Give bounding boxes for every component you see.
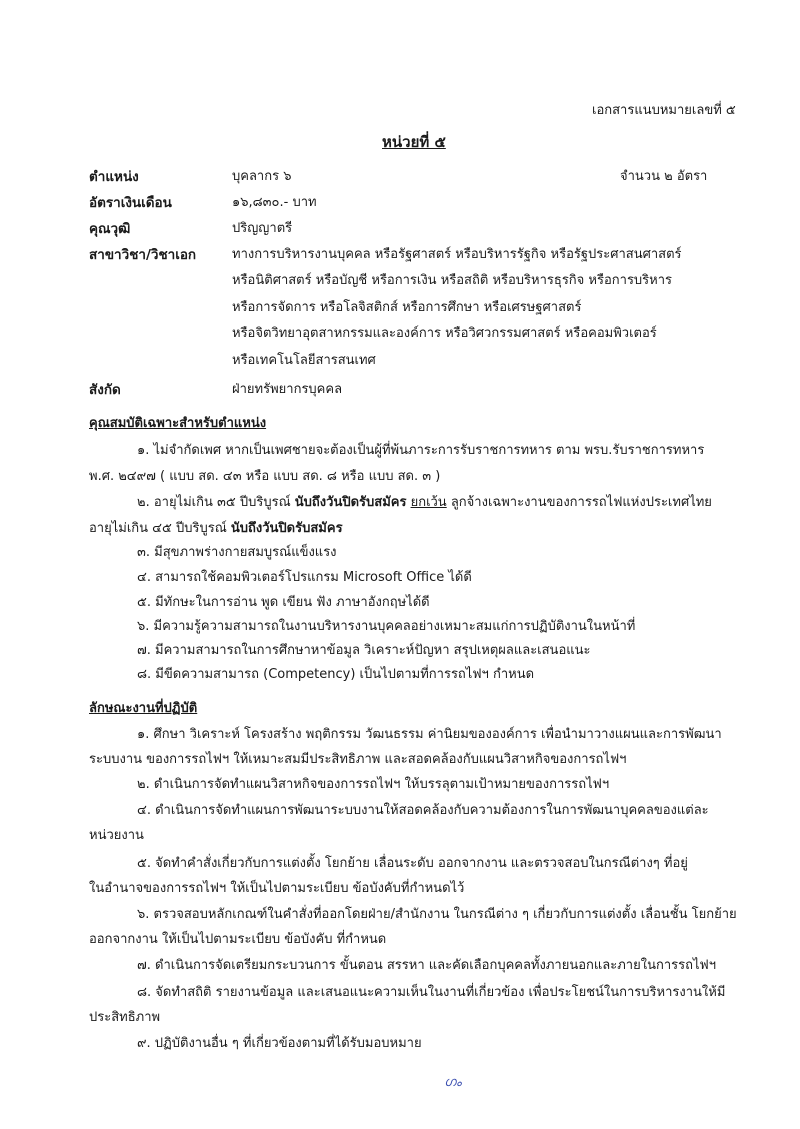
qualification-item: ๑. ไม่จำกัดเพศ หากเป็นเพศชายจะต้องเป็นผู้ที่พ้นภาระการรับราชการทหาร ตาม พรบ.รับราชการทหาร [137, 443, 705, 458]
qualification-label: คุณวุฒิ [89, 221, 131, 237]
qualification-item [137, 495, 712, 511]
qualification-item: ๓. มีสุขภาพร่างกายสมบูรณ์แข็งแรง [137, 545, 337, 560]
major-line: หรือเทคโนโลยีสารสนเทศ [232, 353, 376, 368]
duty-item-cont: ในอำนาจของการรถไฟฯ ให้เป็นไปตามระเบียบ ข้อบังคับที่กำหนดไว้ [89, 881, 465, 896]
item-emphasis: นับถึงวันปิดรับสมัคร [294, 495, 407, 510]
position-value: บุคลากร ๖ [232, 169, 292, 184]
duty-item: ๒. ดำเนินการจัดทำแผนวิสาหกิจของการรถไฟฯ ให้บรรลุตามเป้าหมายของการรถไฟฯ [137, 777, 610, 792]
qualification-item: ๔. สามารถใช้คอมพิวเตอร์โปรแกรม Microsoft Office ได้ดี [137, 570, 472, 585]
duty-item-cont: หน่วยงาน [89, 828, 144, 843]
major-line: หรือการจัดการ หรือโลจิสติกส์ หรือการศึกษา หรือเศรษฐศาสตร์ [232, 300, 582, 315]
department-value: ฝ่ายทรัพยากรบุคคล [232, 382, 343, 397]
duty-item: ๔. ดำเนินการจัดทำแผนการพัฒนาระบบงานให้สอดคล้องกับความต้องการในการพัฒนาบุคคลของแต่ละ [137, 803, 709, 818]
duty-item-cont: ออกจากงาน ให้เป็นไปตามระเบียบ ข้อบังคับ ที่กำหนด [89, 932, 387, 947]
position-label: ตำแหน่ง [89, 169, 139, 185]
unit-title: หน่วยที่ ๕ [382, 133, 446, 151]
duty-item: ๗. ดำเนินการจัดเตรียมกระบวนการ ขั้นตอน สรรหา และคัดเลือกบุคคลทั้งภายนอกและภายในการรถไฟฯ [137, 958, 717, 973]
duty-item-cont: ระบบงาน ของการรถไฟฯ ให้เหมาะสมมีประสิทธิภาพ และสอดคล้องกับแผนวิสาหกิจของการถไฟฯ [89, 752, 627, 767]
duty-item-cont: ประสิทธิภาพ [89, 1010, 161, 1025]
duty-item: ๖. ตรวจสอบหลักเกณฑ์ในคำสั่งที่ออกโดยฝ่าย/สำนักงาน ในกรณีต่าง ๆ เกี่ยวกับการแต่งตั้ง เลื่อนชั้น โยกย้าย [137, 907, 737, 922]
qualification-item-cont: พ.ศ. ๒๔๙๗ ( แบบ สด. ๔๓ หรือ แบบ สด. ๘ หรือ แบบ สด. ๓ ) [89, 469, 441, 484]
duty-item: ๕. จัดทำคำสั่งเกี่ยวกับการแต่งตั้ง โยกย้าย เลื่อนระดับ ออกจากงาน และตรวจสอบในกรณีต่างๆ ที่อยู่ [137, 856, 688, 871]
position-quota: จำนวน ๒ อัตรา [620, 169, 708, 184]
qualification-item-cont [89, 521, 343, 537]
item-text: ลูกจ้างเฉพาะงานของการรถไฟแห่งประเทศไทย [446, 495, 712, 510]
qualification-item: ๗. มีความสามารถในการศึกษาหาข้อมูล วิเคราะห์ปัญหา สรุปเหตุผลและเสนอแนะ [137, 643, 591, 658]
qualifications-heading: คุณสมบัติเฉพาะสำหรับตำแหน่ง [89, 416, 267, 431]
salary-label: อัตราเงินเดือน [89, 195, 172, 211]
qualification-item: ๖. มีความรู้ความสามารถในงานบริหารงานบุคคลอย่างเหมาะสมแก่การปฏิบัติงานในหน้าที่ [137, 619, 636, 634]
duty-item: ๑. ศึกษา วิเคราะห์ โครงสร้าง พฤติกรรม วัฒนธรรม ค่านิยมขององค์การ เพื่อนำมาวางแผนและการพัฒนา [137, 727, 722, 742]
duties-heading: ลักษณะงานที่ปฏิบัติ [89, 701, 198, 716]
qualification-item: ๘. มีขีดความสามารถ (Competency) เป็นไปตามที่การรถไฟฯ กำหนด [137, 667, 535, 682]
major-line: หรือจิตวิทยาอุตสาหกรรมและองค์การ หรือวิศวกรรมศาสตร์ หรือคอมพิวเตอร์ [232, 326, 657, 341]
major-line: หรือนิติศาสตร์ หรือบัญชี หรือการเงิน หรือสถิติ หรือบริหารธุรกิจ หรือการบริหาร [232, 273, 673, 288]
signature-initials: ഗം [444, 1075, 462, 1090]
major-label: สาขาวิชา/วิชาเอก [89, 247, 197, 263]
department-label: สังกัด [89, 382, 121, 398]
attachment-reference: เอกสารแนบหมายเลขที่ ๕ [592, 103, 736, 118]
duty-item: ๘. จัดทำสถิติ รายงานข้อมูล และเสนอแนะความเห็นในงานที่เกี่ยวข้อง เพื่อประโยชน์ในการบริหารงานให้มี [137, 985, 726, 1000]
major-line: ทางการบริหารงานบุคคล หรือรัฐศาสตร์ หรือบริหารรัฐกิจ หรือรัฐประศาสนศาสตร์ [232, 247, 682, 262]
item-text: ๒. อายุไม่เกิน ๓๕ ปีบริบูรณ์ [137, 495, 295, 510]
qualification-item: ๕. มีทักษะในการอ่าน พูด เขียน ฟัง ภาษาอังกฤษได้ดี [137, 595, 430, 610]
item-text: อายุไม่เกิน ๔๕ ปีบริบูรณ์ [89, 521, 231, 536]
item-exception: ยกเว้น [410, 495, 447, 510]
item-emphasis: นับถึงวันปิดรับสมัคร [230, 521, 343, 536]
duty-item: ๙. ปฏิบัติงานอื่น ๆ ที่เกี่ยวข้องตามที่ได้รับมอบหมาย [137, 1036, 422, 1051]
qualification-value: ปริญญาตรี [232, 221, 293, 236]
salary-value: ๑๖,๘๓๐.- บาท [232, 195, 317, 210]
